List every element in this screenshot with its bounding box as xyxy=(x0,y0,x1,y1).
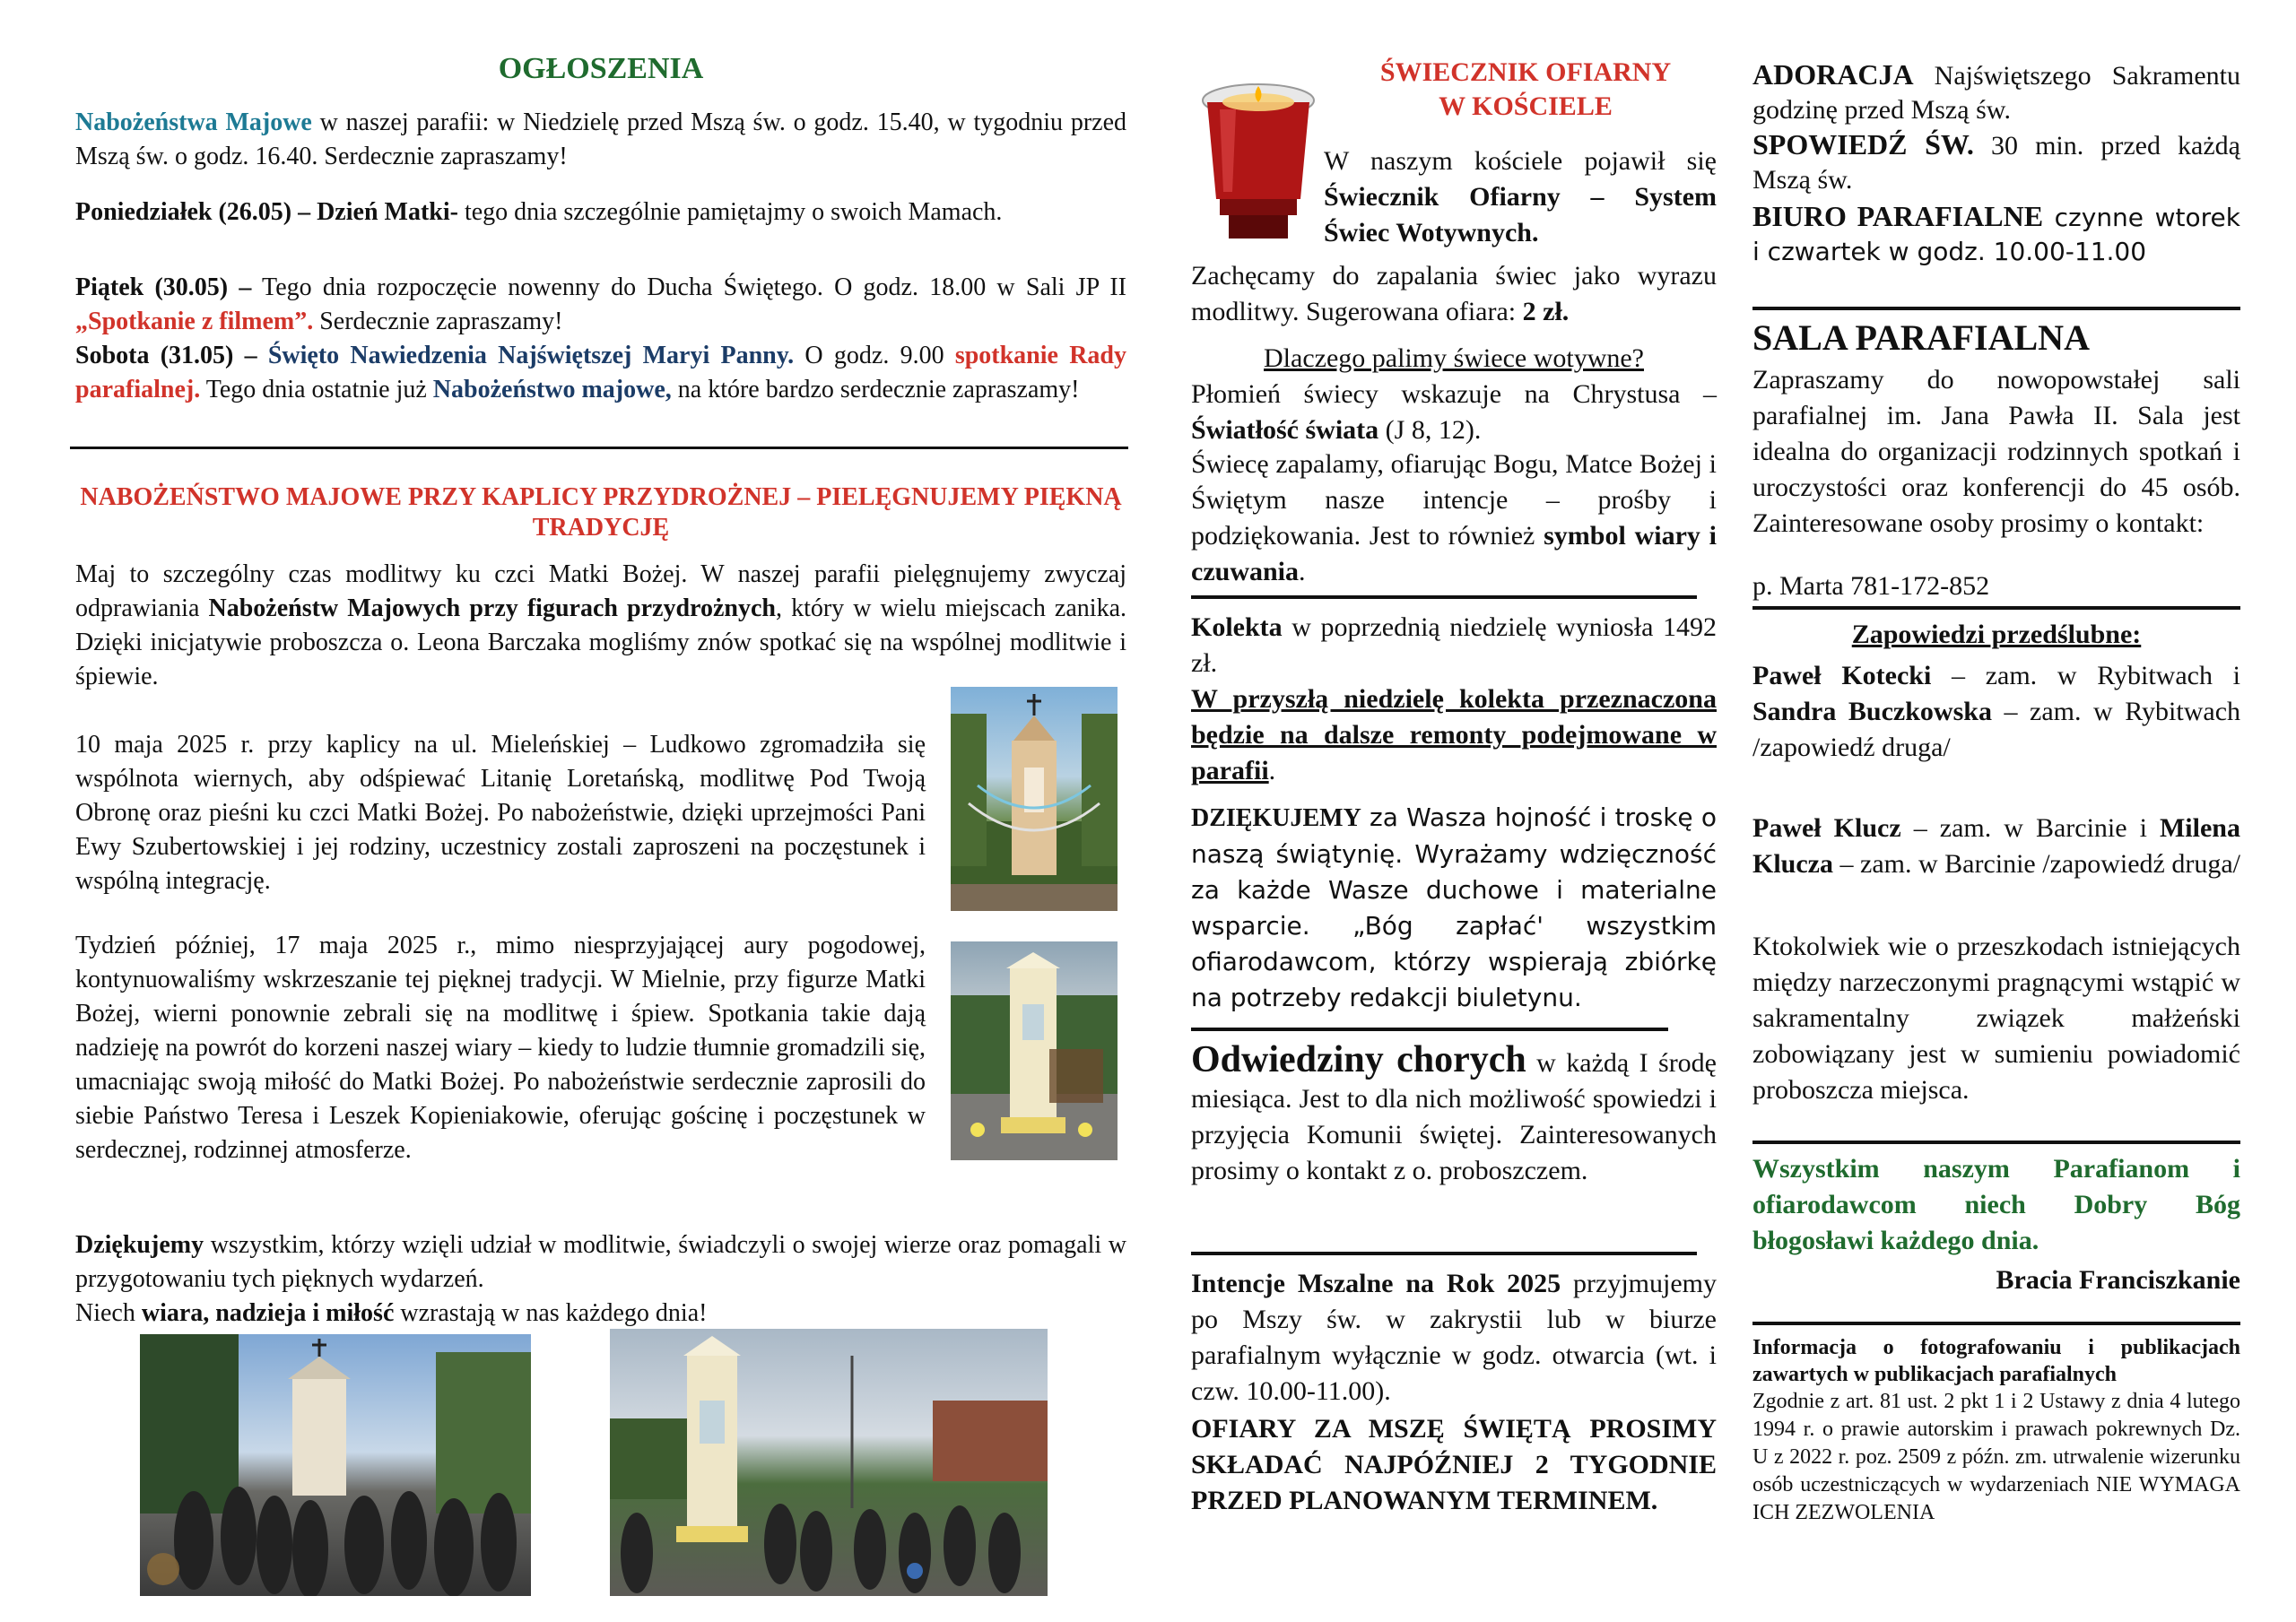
section-divider xyxy=(1191,1252,1697,1255)
candle-heading: ŚWIECZNIK OFIARNY W KOŚCIELE xyxy=(1379,57,1672,121)
section-divider xyxy=(1752,1322,2240,1325)
announcement-saturday: Sobota (31.05) – Święto Nawiedzenia Najświętszej Maryi Panny. O godz. 9.00 spotkanie Rady parafialnej. Tego dnia ostatnie już Nabożeństwo majowe, na które bardzo serdecznie zapraszamy! xyxy=(75,342,1126,403)
chapel-ludkowo-photo xyxy=(951,687,1118,911)
candle-answer: Płomień świecy wskazuje na Chrystusa – Światłość świata (J 8, 12). xyxy=(1191,379,1717,445)
thanks-text: DZIĘKUJEMY za Wasza hojność i troskę o naszą świątynię. Wyrażamy wdzięczność za każde Wasze duchowe i materialne wsparcie. „Bóg zapłać' wszystkim ofiarodawcom, którzy wspierają zbiórkę na potrzeby redakcji biuletynu. xyxy=(1191,802,1717,1012)
may-service-intro: Maj to szczególny czas modlitwy ku czci Matki Bożej. W naszej parafii pielęgnujemy zwyczaj odprawiania Nabożeństw Majowych przy figurach przydrożnych, który w wielu miejscach zanika. Dzięki inicjatywie proboszcza o. Leona Barczaka mogliśmy znów spotkać się na wspólnej modlitwie i śpiewie. xyxy=(75,560,1126,690)
votive-candle-icon xyxy=(1200,82,1317,242)
section-divider xyxy=(1752,307,2240,310)
procession-photo-1 xyxy=(140,1334,531,1596)
candle-question: Dlaczego palimy świece wotywne? xyxy=(1264,343,1644,373)
sick-visits-text: Odwiedziny chorych w każdą I środę miesiąca. Jest to dla nich możliwość spowiedzi i przyjęcia Komunii świętej. Zainteresowanych prosimy o kontakt z o. proboszczem. xyxy=(1191,1039,1717,1185)
crowd-illustration-2 xyxy=(610,1329,1048,1596)
hall-contact: p. Marta 781-172-852 xyxy=(1752,571,1990,601)
hall-text: Zapraszamy do nowopowstałej sali parafialnej im. Jana Pawła II. Sala jest idealna do organizacji rodzinnych spotkań i uroczystości oraz konferencji do 45 osób. Zainteresowane osoby prosimy o kontakt: xyxy=(1752,365,2240,538)
mass-intentions-text: Intencje Mszalne na Rok 2025 przyjmujemy po Mszy św. w zakrystii lub w biurze parafialnym wyłącznie w godz. otwarcia (wt. i czw. 10.00-11.00). xyxy=(1191,1269,1717,1406)
adoration-text: ADORACJA Najświętszego Sakramentu godzinę przed Mszą św. xyxy=(1752,58,2240,125)
signature: Bracia Franciszkanie xyxy=(1996,1265,2240,1295)
section-divider xyxy=(1191,595,1697,599)
collection-next: W przyszłą niedzielę kolekta przeznaczona będzie na dalsze remonty podejmowane w parafii. xyxy=(1191,684,1717,785)
section-divider xyxy=(70,447,1128,449)
section-divider xyxy=(1752,606,2240,610)
crowd-illustration-1 xyxy=(140,1334,531,1596)
section-divider xyxy=(1752,1141,2240,1144)
collection-text: Kolekta w poprzednią niedzielę wyniosła 1492 zł. xyxy=(1191,612,1717,678)
section-divider xyxy=(1191,1028,1668,1031)
announcement-friday: Piątek (30.05) – Tego dnia rozpoczęcie nowenny do Ducha Świętego. O godz. 18.00 w Sali JP II „Spotkanie z filmem”. Serdecznie zapraszamy! xyxy=(75,273,1126,335)
banns-heading: Zapowiedzi przedślubne: xyxy=(1851,620,2142,649)
candle-encourage: Zachęcamy do zapalania świec jako wyrazu modlitwy. Sugerowana ofiara: 2 zł. xyxy=(1191,261,1717,326)
candle-answer-2: Świecę zapalamy, ofiarując Bogu, Matce Bożej i Świętym nasze intencje – prośby i podziękowania. Jest to również symbol wiary i czuwania. xyxy=(1191,449,1717,586)
statue-mielno-photo xyxy=(951,941,1118,1160)
announcement-may-services: Nabożeństwa Majowe w naszej parafii: w Niedzielę przed Mszą św. o godz. 15.40, w tygodniu przed Mszą św. o godz. 16.40. Serdecznie zapraszamy! xyxy=(75,108,1126,170)
announcements-heading: OGŁOSZENIA xyxy=(498,52,704,85)
mass-intentions-notice: OFIARY ZA MSZĘ ŚWIĘTĄ PROSIMY SKŁADAĆ NAJPÓŹNIEJ 2 TYGODNIE PRZED PLANOWANYM TERMINEM. xyxy=(1191,1414,1717,1515)
candle-intro: W naszym kościele pojawił się Świecznik Ofiarny – System Świec Wotywnych. xyxy=(1324,146,1717,247)
may-service-ludkowo: 10 maja 2025 r. przy kaplicy na ul. Mieleńskiej – Ludkowo zgromadziła się wspólnota wiernych, aby odśpiewać Litanię Loretańską, modlitwę Pod Twoją Obronę oraz pieśni ku czci Matki Bożej. Po nabożeństwie, dzięki uprzejmości Pani Ewy Szubertowskiej i jej rodziny, uczestnicy zostali zaproszeni na poczęstunek i wspólną integrację. xyxy=(75,731,926,895)
procession-photo-2 xyxy=(610,1329,1048,1596)
banns-couple-2: Paweł Klucz – zam. w Barcinie i Milena Klucza – zam. w Barcinie /zapowiedź druga/ xyxy=(1752,813,2240,879)
chapel-illustration xyxy=(951,687,1118,911)
hall-heading: SALA PARAFIALNA xyxy=(1752,317,2090,358)
office-hours-text: BIURO PARAFIALNE czynne wtorek i czwartek w godz. 10.00-11.00 xyxy=(1752,200,2240,266)
banns-couple-1: Paweł Kotecki – zam. w Rybitwach i Sandra Buczkowska – zam. w Rybitwach /zapowiedź druga/ xyxy=(1752,661,2241,762)
announcement-monday: Poniedziałek (26.05) – Dzień Matki- tego dnia szczególnie pamiętajmy o swoich Mamach. xyxy=(75,198,1003,226)
banns-obligation: Ktokolwiek wie o przeszkodach istniejących między narzeczonymi pragnącymi wstąpić w sakramentalny związek małżeński zobowiązany jest w sumieniu powiadomić proboszcza miejsca. xyxy=(1752,932,2240,1105)
statue-illustration xyxy=(951,941,1118,1160)
confession-text: SPOWIEDŹ ŚW. 30 min. przed każdą Mszą św. xyxy=(1752,128,2240,195)
may-service-heading: NABOŻEŃSTWO MAJOWE PRZY KAPLICY PRZYDROŻNEJ – PIELĘGNUJEMY PIĘKNĄ TRADYCJĘ xyxy=(80,483,1122,542)
blessing-text: Wszystkim naszym Parafianom i ofiarodawcom niech Dobry Bóg błogosławi każdego dnia. xyxy=(1752,1154,2240,1255)
photo-info-text: Zgodnie z art. 81 ust. 2 pkt 1 i 2 Ustawy z dnia 4 lutego 1994 r. o prawie autorskim i prawach pokrewnych Dz. U z 2022 r. poz. 2509 z późn. zm. utrwalenie wizerunku osób uczestniczących w wydarzeniach NIE WYMAGA ICH ZEZWOLENIA xyxy=(1752,1390,2240,1524)
photo-info-heading: Informacja o fotografowaniu i publikacjach zawartych w publikacjach parafialnych xyxy=(1752,1336,2240,1386)
may-service-wish: Niech wiara, nadzieja i miłość wzrastają w nas każdego dnia! xyxy=(75,1299,708,1327)
may-service-thanks: Dziękujemy wszystkim, którzy wzięli udział w modlitwie, świadczyli o swojej wierze oraz pomagali w przygotowaniu tych pięknych wydarzeń. xyxy=(75,1231,1126,1293)
may-service-mielno: Tydzień później, 17 maja 2025 r., mimo niesprzyjającej aury pogodowej, kontynuowaliśmy wskrzeszanie tej pięknej tradycji. W Mielnie, przy figurze Matki Bożej, wierni ponownie zebrali się na modlitwę i śpiew. Spotkania takie dają nadzieję na powrót do korzeni naszej wiary – kiedy to ludzie tłumnie gromadzili się, umacniając swoją miłość do Matki Bożej. Po nabożeństwie serdecznie zaprosili do siebie Państwo Teresa i Leszek Kopieniakowie, oferując gościnę i poczęstunek w serdecznej, rodzinnej atmosferze. xyxy=(75,932,926,1164)
